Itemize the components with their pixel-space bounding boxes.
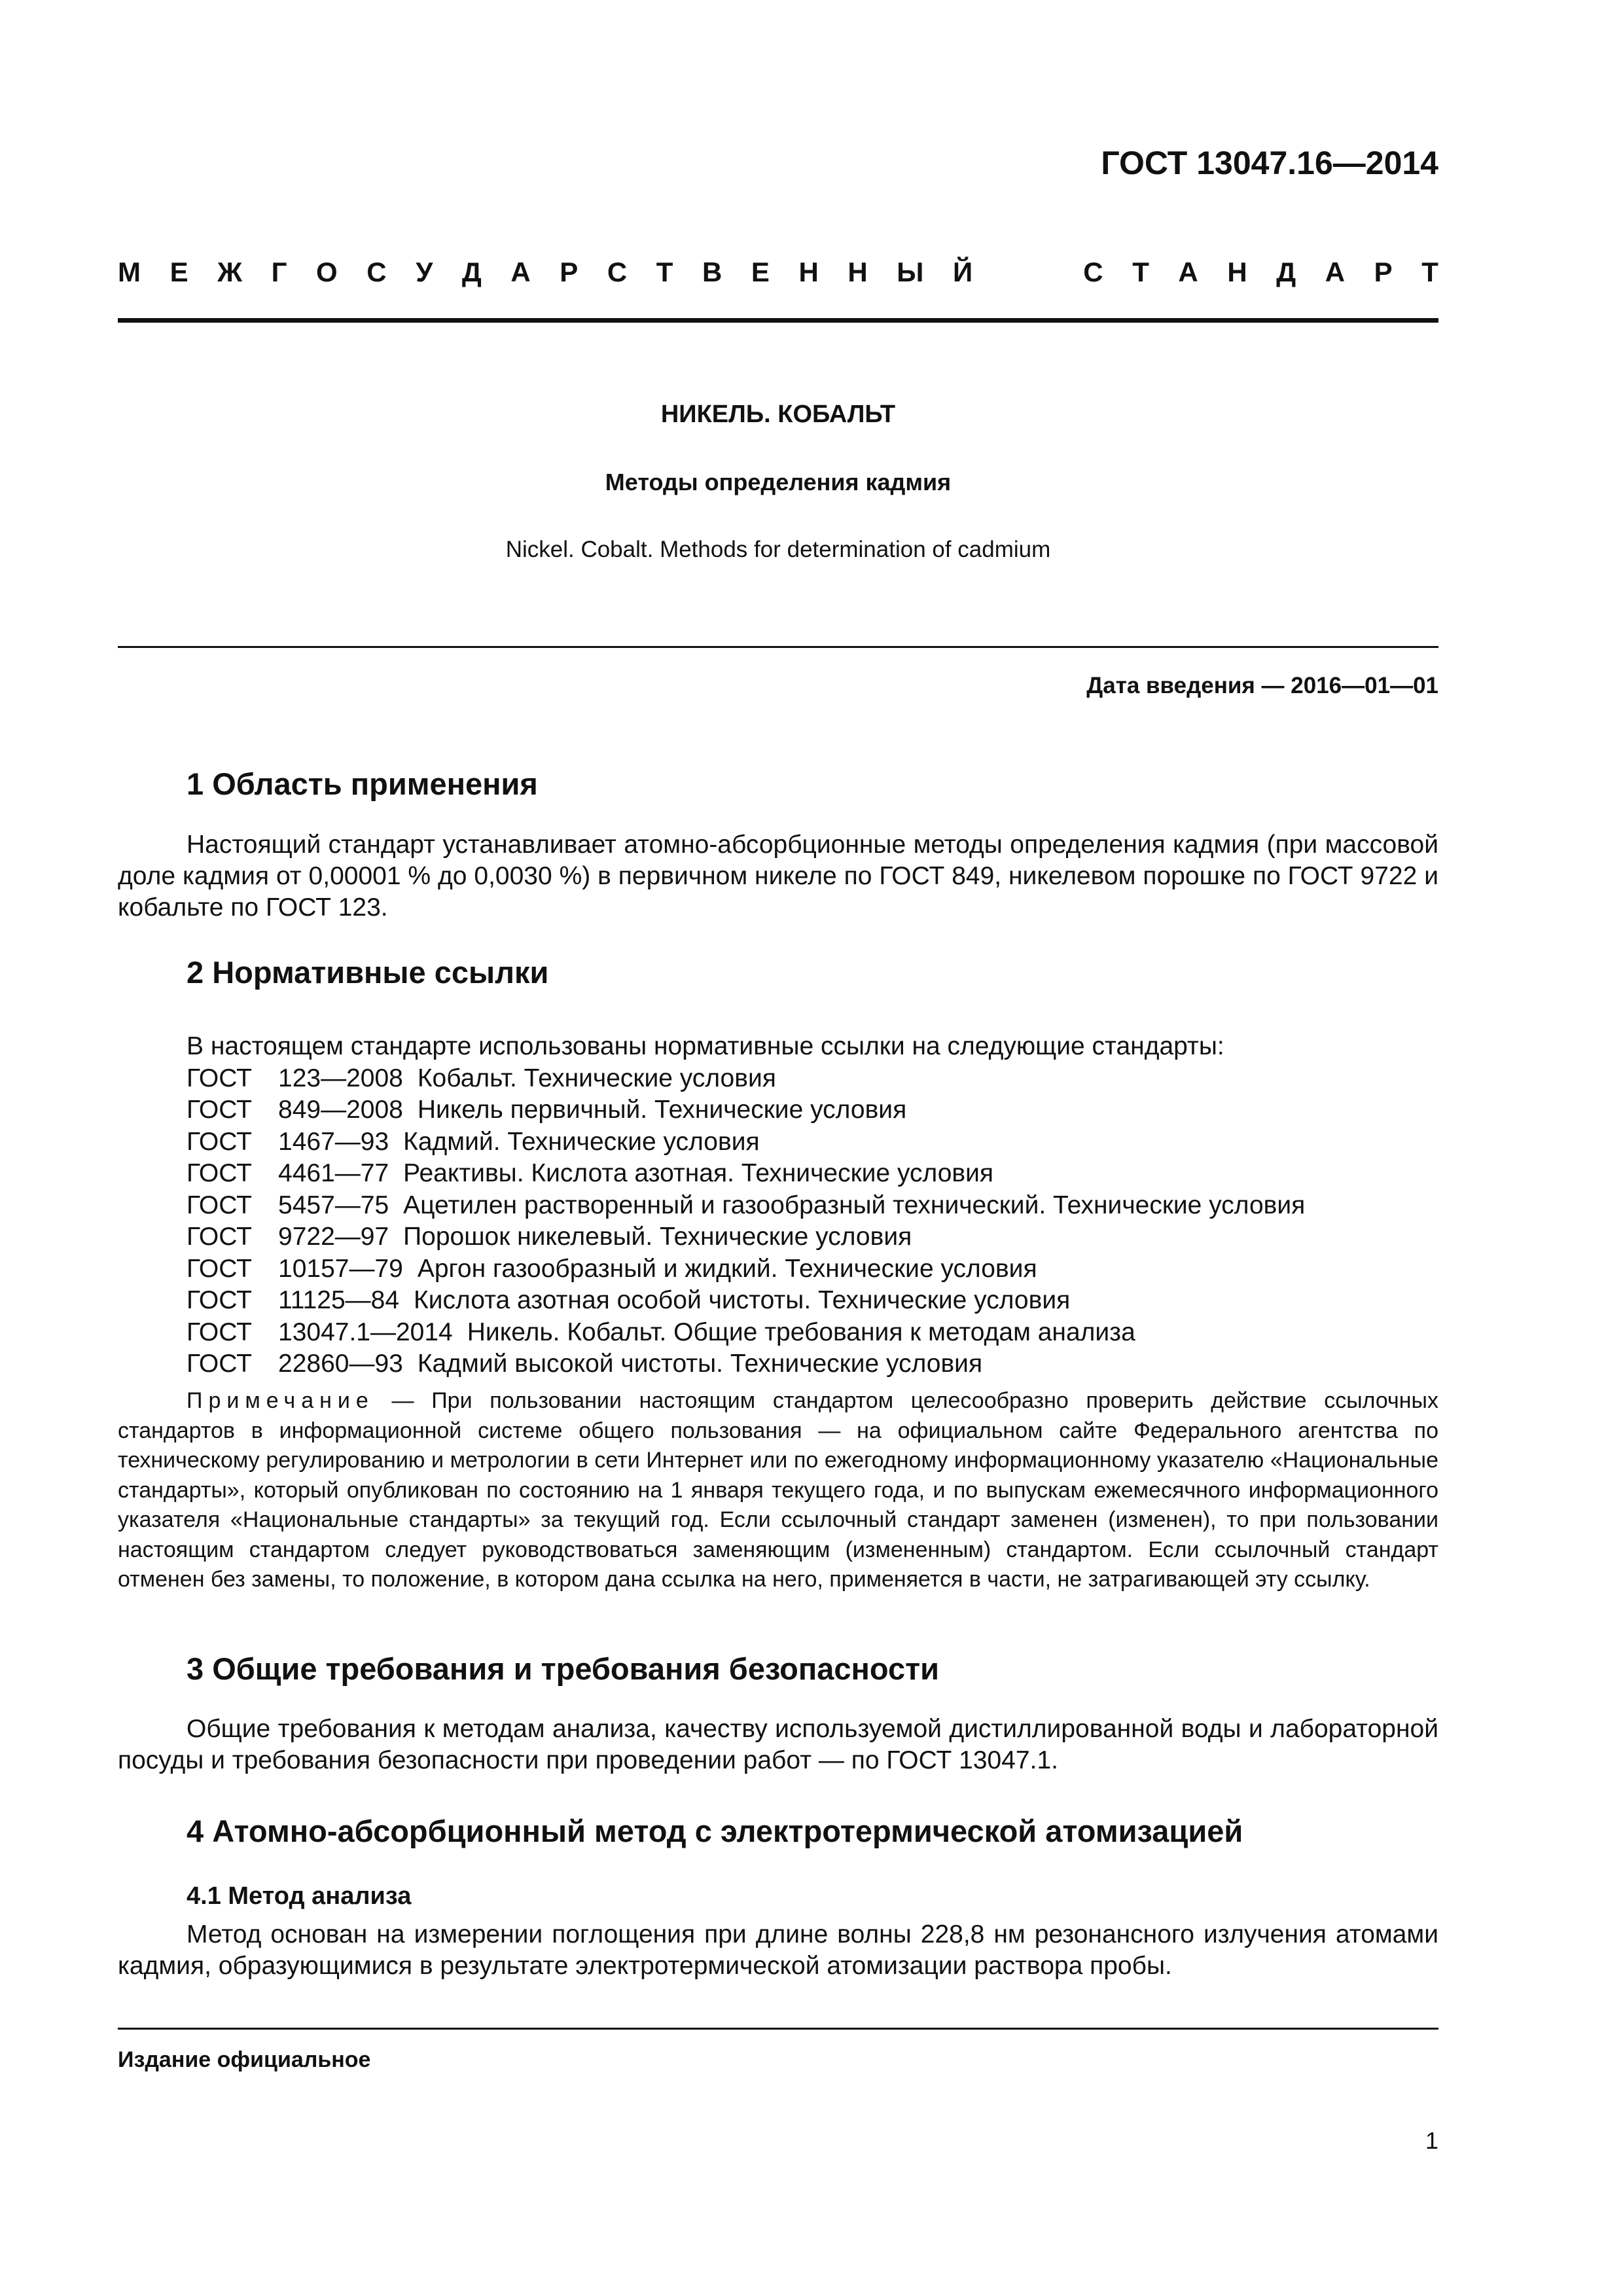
section-3-text: Общие требования к методам анализа, качеству используемой дистиллированной воды и лабораторной посуды и требования безопасности при проведении работ — по ГОСТ 13047.1. — [118, 1715, 1438, 1774]
standard-type-letter: Д — [461, 257, 482, 287]
reference-item — [187, 1221, 1305, 1253]
reference-number: 1467—93 — [278, 1127, 389, 1156]
reference-label: ГОСТ — [187, 1350, 252, 1378]
document-subtitle: Методы определения кадмия — [605, 469, 952, 495]
reference-title: Порошок никелевый. Технические условия — [403, 1223, 912, 1251]
reference-number: 123—2008 — [278, 1064, 403, 1092]
reference-title: Ацетилен растворенный и газообразный технический. Технические условия — [403, 1191, 1306, 1219]
standard-type-heading — [118, 257, 1438, 288]
reference-label: ГОСТ — [187, 1159, 252, 1187]
standard-type-letter: Т — [1421, 257, 1438, 287]
section-4-1-text: Метод основан на измерении поглощения при длине волны 228,8 нм резонансного излучения атомами кадмия, образующимися в результате электротермической атомизации раствора пробы. — [118, 1920, 1438, 1980]
standard-type-letter: А — [1325, 257, 1346, 287]
note-text: — При пользовании настоящим стандартом целесообразно проверить действие ссылочных стандартов в информационной системе общего пользования — на официальном сайте Федерального агентства по техническому регулированию и метрологии в сети Интернет или по ежегодному информационному указателю «Национальные стандарты», который опубликован по состоянию на 1 января текущего года, и по выпускам ежемесячного информационного указателя «Национальные стандарты» за текущий год. Если ссылочный стандарт заменен (изменен), то при пользовании настоящим стандартом следует руководствоваться заменяющим (измененным) стандартом. Если ссылочный стандарт отменен без замены, то положение, в котором дана ссылка на него, применяется в части, не затрагивающей эту ссылку. — [118, 1388, 1438, 1592]
reference-number: 22860—93 — [278, 1350, 403, 1378]
normative-references-list — [187, 1031, 1305, 1380]
reference-item — [187, 1348, 1305, 1380]
page-number: 1 — [1425, 2127, 1438, 2154]
reference-label: ГОСТ — [187, 1096, 252, 1124]
word-gap — [1002, 257, 1054, 288]
reference-number: 11125—84 — [278, 1286, 400, 1314]
reference-title: Кадмий высокой чистоты. Технические условия — [417, 1350, 983, 1378]
standard-type-letter: В — [702, 257, 722, 287]
standard-type-letter: Й — [952, 257, 973, 287]
note-label: Примечание — [187, 1388, 374, 1413]
reference-number: 9722—97 — [278, 1223, 389, 1251]
reference-title: Никель. Кобальт. Общие требования к методам анализа — [467, 1318, 1135, 1346]
standard-type-letter: С — [607, 257, 628, 287]
reference-number: 5457—75 — [278, 1191, 389, 1219]
section-1-heading: 1 Область применения — [187, 766, 538, 801]
reference-item — [187, 1190, 1305, 1222]
section-3-heading: 3 Общие требования и требования безопасности — [187, 1651, 940, 1686]
reference-item — [187, 1126, 1305, 1158]
reference-title: Реактивы. Кислота азотная. Технические условия — [403, 1159, 994, 1187]
standard-type-letter: Е — [169, 257, 188, 287]
standard-type-letter: У — [416, 257, 433, 287]
reference-item — [187, 1063, 1305, 1095]
standard-type-letter: М — [118, 257, 141, 287]
standard-type-letter: А — [1178, 257, 1198, 287]
reference-title: Кобальт. Технические условия — [417, 1064, 776, 1092]
standard-type-letter: Р — [560, 257, 579, 287]
reference-label: ГОСТ — [187, 1286, 252, 1314]
edition-label: Издание официальное — [118, 2047, 371, 2072]
standard-type-letter: Н — [798, 257, 819, 287]
reference-title: Кислота азотная особой чистоты. Технические условия — [414, 1286, 1071, 1314]
reference-label: ГОСТ — [187, 1223, 252, 1251]
reference-label: ГОСТ — [187, 1191, 252, 1219]
standard-type-letter: С — [366, 257, 387, 287]
reference-label: ГОСТ — [187, 1064, 252, 1092]
reference-label: ГОСТ — [187, 1318, 252, 1346]
references-note — [118, 1386, 1438, 1595]
reference-item — [187, 1317, 1305, 1349]
standard-type-letter: Т — [656, 257, 673, 287]
reference-title: Кадмий. Технические условия — [403, 1127, 760, 1156]
reference-item — [187, 1158, 1305, 1190]
standard-type-letter: Н — [847, 257, 868, 287]
footer-rule — [118, 2028, 1438, 2030]
standard-type-letter: А — [510, 257, 531, 287]
gost-code: ГОСТ 13047.16—2014 — [1101, 145, 1438, 181]
reference-item — [187, 1285, 1305, 1317]
document-title-english: Nickel. Cobalt. Methods for determination of cadmium — [505, 537, 1051, 562]
document-title: НИКЕЛЬ. КОБАЛЬТ — [660, 401, 896, 428]
introduction-date: Дата введения — 2016—01—01 — [1086, 673, 1438, 698]
reference-label: ГОСТ — [187, 1127, 252, 1156]
standard-type-letter: О — [316, 257, 338, 287]
reference-number: 849—2008 — [278, 1096, 403, 1124]
standard-type-letter: Г — [271, 257, 287, 287]
section-4-heading: 4 Атомно-абсорбционный метод с электротермической атомизацией — [187, 1814, 1243, 1848]
section-2-heading: 2 Нормативные ссылки — [187, 955, 549, 990]
reference-number: 4461—77 — [278, 1159, 389, 1187]
title-rule — [118, 646, 1438, 648]
standard-type-letter: Е — [751, 257, 770, 287]
header-rule — [118, 318, 1438, 323]
standard-type-letter: Р — [1374, 257, 1393, 287]
standard-type-letter: Д — [1276, 257, 1296, 287]
reference-label: ГОСТ — [187, 1254, 252, 1283]
reference-item — [187, 1253, 1305, 1285]
reference-title: Аргон газообразный и жидкий. Технические условия — [417, 1254, 1037, 1283]
standard-type-letter: Н — [1227, 257, 1247, 287]
standard-type-letter: С — [1083, 257, 1103, 287]
standard-type-letter: Ж — [217, 257, 243, 287]
reference-number: 10157—79 — [278, 1254, 403, 1283]
standard-type-letter: Ы — [897, 257, 924, 287]
standard-type-letter: Т — [1132, 257, 1149, 287]
reference-title: Никель первичный. Технические условия — [417, 1096, 907, 1124]
reference-item — [187, 1094, 1305, 1126]
reference-number: 13047.1—2014 — [278, 1318, 453, 1346]
section-4-1-heading: 4.1 Метод анализа — [187, 1882, 412, 1910]
section-1-text: Настоящий стандарт устанавливает атомно-абсорбционные методы определения кадмия (при массовой доле кадмия от 0,00001 % до 0,0030 %) в первичном никеле по ГОСТ 849, никелевом порошке по ГОСТ 9722 и кобальте по ГОСТ 123. — [118, 831, 1438, 922]
references-intro: В настоящем стандарте использованы нормативные ссылки на следующие стандарты: — [187, 1032, 1224, 1060]
